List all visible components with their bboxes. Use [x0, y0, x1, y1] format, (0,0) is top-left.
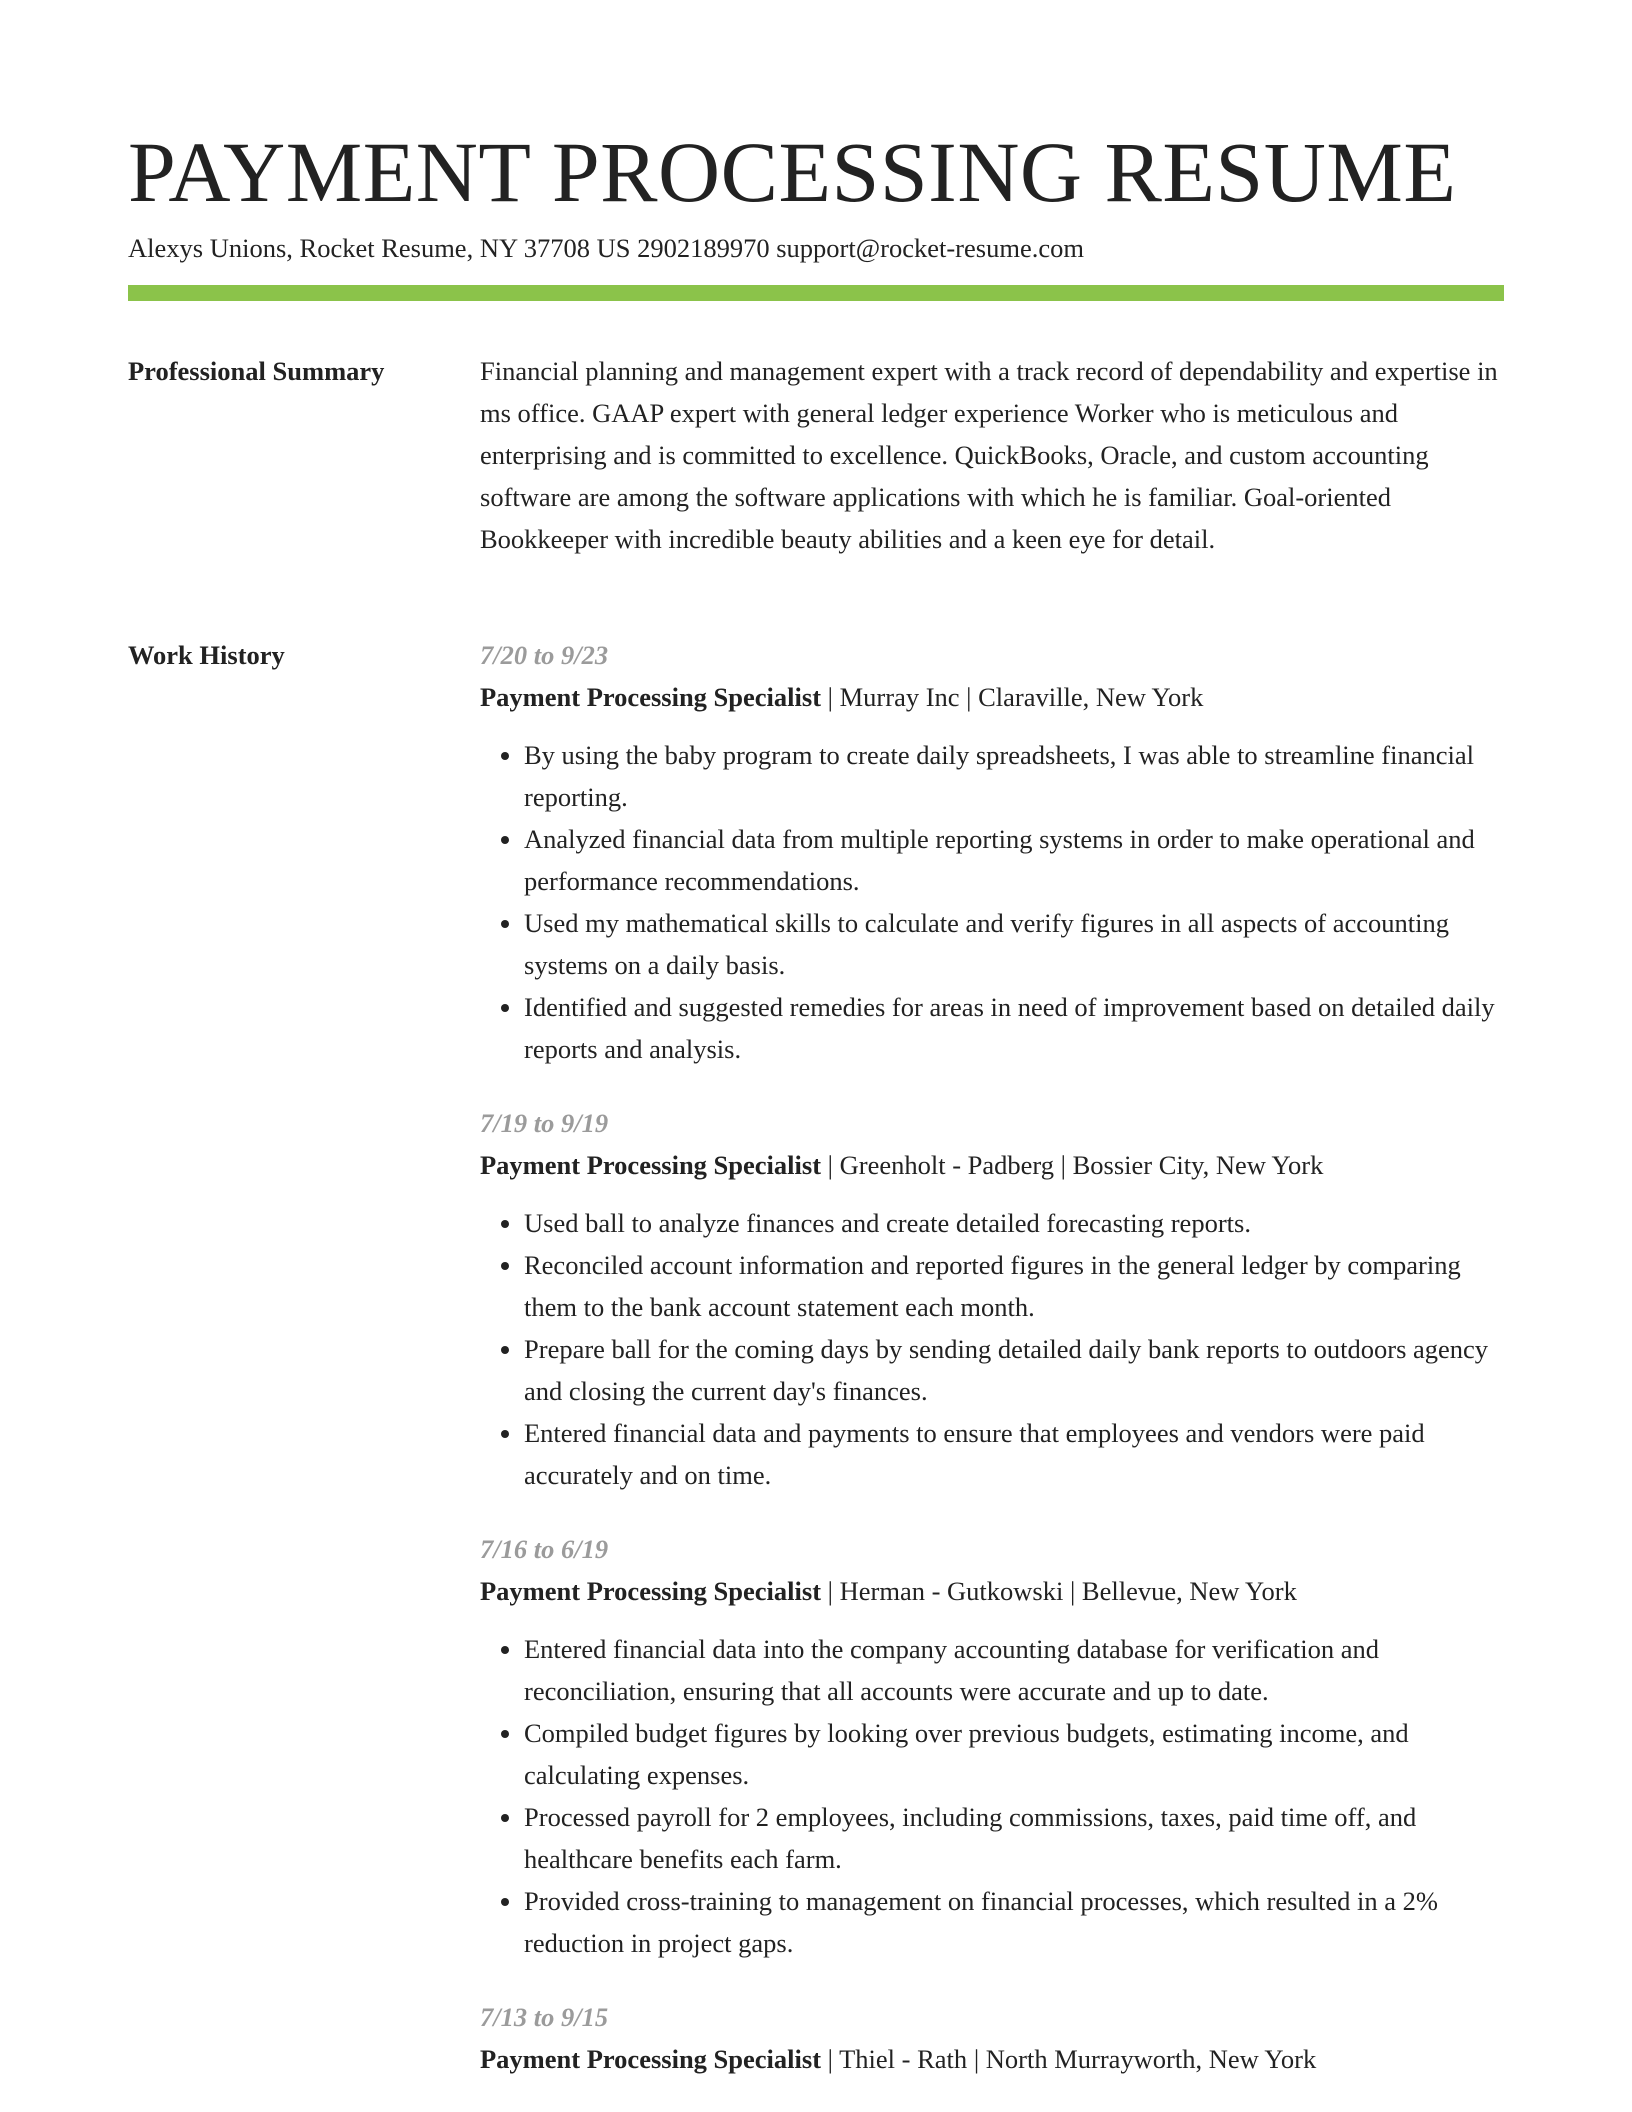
job-location: Bossier City, New York: [1072, 1150, 1324, 1180]
separator: |: [967, 2044, 986, 2074]
job-bullet: • Compiled budget figures by looking over previous budgets, estimating income, and calculating expenses.: [524, 1712, 1504, 1796]
job-bullet: • Analyzed financial data from multiple reporting systems in order to make operational and performance recommendations.: [524, 818, 1504, 902]
job-company: Thiel - Rath: [839, 2044, 968, 2074]
section-label-professional-summary: Professional Summary: [128, 356, 385, 386]
professional-summary-section: [128, 350, 1504, 600]
job-bullet: • Reconciled account information and reported figures in the general ledger by comparing them to the bank account statement each month.: [524, 1244, 1504, 1328]
separator: |: [959, 682, 979, 712]
separator: |: [1054, 1150, 1073, 1180]
job-entry: [480, 634, 1504, 1070]
job-company: Murray Inc: [839, 682, 960, 712]
job-dates: 7/16 to 6/19: [480, 1534, 609, 1564]
job-heading: [480, 1144, 1504, 1186]
job-title: Payment Processing Specialist: [480, 682, 822, 712]
contact-line: Alexys Unions, Rocket Resume, NY 37708 US 2902189970 support@rocket-resume.com: [128, 233, 1084, 263]
job-bullet: • Used my mathematical skills to calculate and verify figures in all aspects of accounting systems on a daily basis.: [524, 902, 1504, 986]
summary-text: Financial planning and management expert with a track record of dependability and expertise in ms office. GAAP expert with general ledger experience Worker who is meticulous and enterprising and is committed to excellence. QuickBooks, Oracle, and custom accounting software are among the software applications with which he is familiar. Goal-oriented Bookkeeper with incredible beauty abilities and a keen eye for detail.: [480, 356, 1498, 554]
job-entry: [480, 1102, 1504, 1496]
section-label-work-history: Work History: [128, 640, 285, 670]
job-title: Payment Processing Specialist: [480, 1150, 822, 1180]
resume-title: PAYMENT PROCESSING RESUME: [128, 124, 1457, 220]
job-bullet: • Identified and suggested remedies for areas in need of improvement based on detailed daily reports and analysis.: [524, 986, 1504, 1070]
job-entry: [480, 1996, 1504, 2080]
separator: |: [1063, 1576, 1082, 1606]
job-list: [480, 634, 1504, 2112]
job-bullet: • Used ball to analyze finances and create detailed forecasting reports.: [524, 1202, 1504, 1244]
job-title: Payment Processing Specialist: [480, 1576, 822, 1606]
job-bullet: • Provided cross-training to management on financial processes, which resulted in a 2% reduction in project gaps.: [524, 1880, 1504, 1964]
job-bullets: [480, 734, 1504, 1070]
job-bullet: • By using the baby program to create daily spreadsheets, I was able to streamline financial reporting.: [524, 734, 1504, 818]
job-heading: [480, 2038, 1504, 2080]
job-entry: [480, 1528, 1504, 1964]
job-dates: 7/13 to 9/15: [480, 2002, 609, 2032]
job-dates: 7/20 to 9/23: [480, 640, 609, 670]
accent-divider: [128, 285, 1504, 301]
job-bullet: • Prepare ball for the coming days by sending detailed daily bank reports to outdoors agency and closing the current day's finances.: [524, 1328, 1504, 1412]
separator: |: [821, 1576, 840, 1606]
job-heading: [480, 1570, 1504, 1612]
job-bullet: • Entered financial data and payments to ensure that employees and vendors were paid accurately and on time.: [524, 1412, 1504, 1496]
job-location: North Murrayworth, New York: [985, 2044, 1317, 2074]
job-company: Herman - Gutkowski: [839, 1576, 1064, 1606]
job-heading: [480, 676, 1504, 718]
job-location: Bellevue, New York: [1081, 1576, 1297, 1606]
job-bullets: [480, 1628, 1504, 1964]
job-bullet: • Processed payroll for 2 employees, including commissions, taxes, paid time off, and healthcare benefits each farm.: [524, 1796, 1504, 1880]
job-company: Greenholt - Padberg: [839, 1150, 1055, 1180]
separator: |: [821, 682, 840, 712]
job-bullets: [480, 1202, 1504, 1496]
separator: |: [821, 2044, 840, 2074]
job-bullet: • Entered financial data into the company accounting database for verification and reconciliation, ensuring that all accounts were accurate and up to date.: [524, 1628, 1504, 1712]
job-title: Payment Processing Specialist: [480, 2044, 822, 2074]
job-dates: 7/19 to 9/19: [480, 1108, 609, 1138]
summary-body: [480, 350, 1504, 560]
job-location: Claraville, New York: [978, 682, 1204, 712]
separator: |: [821, 1150, 840, 1180]
